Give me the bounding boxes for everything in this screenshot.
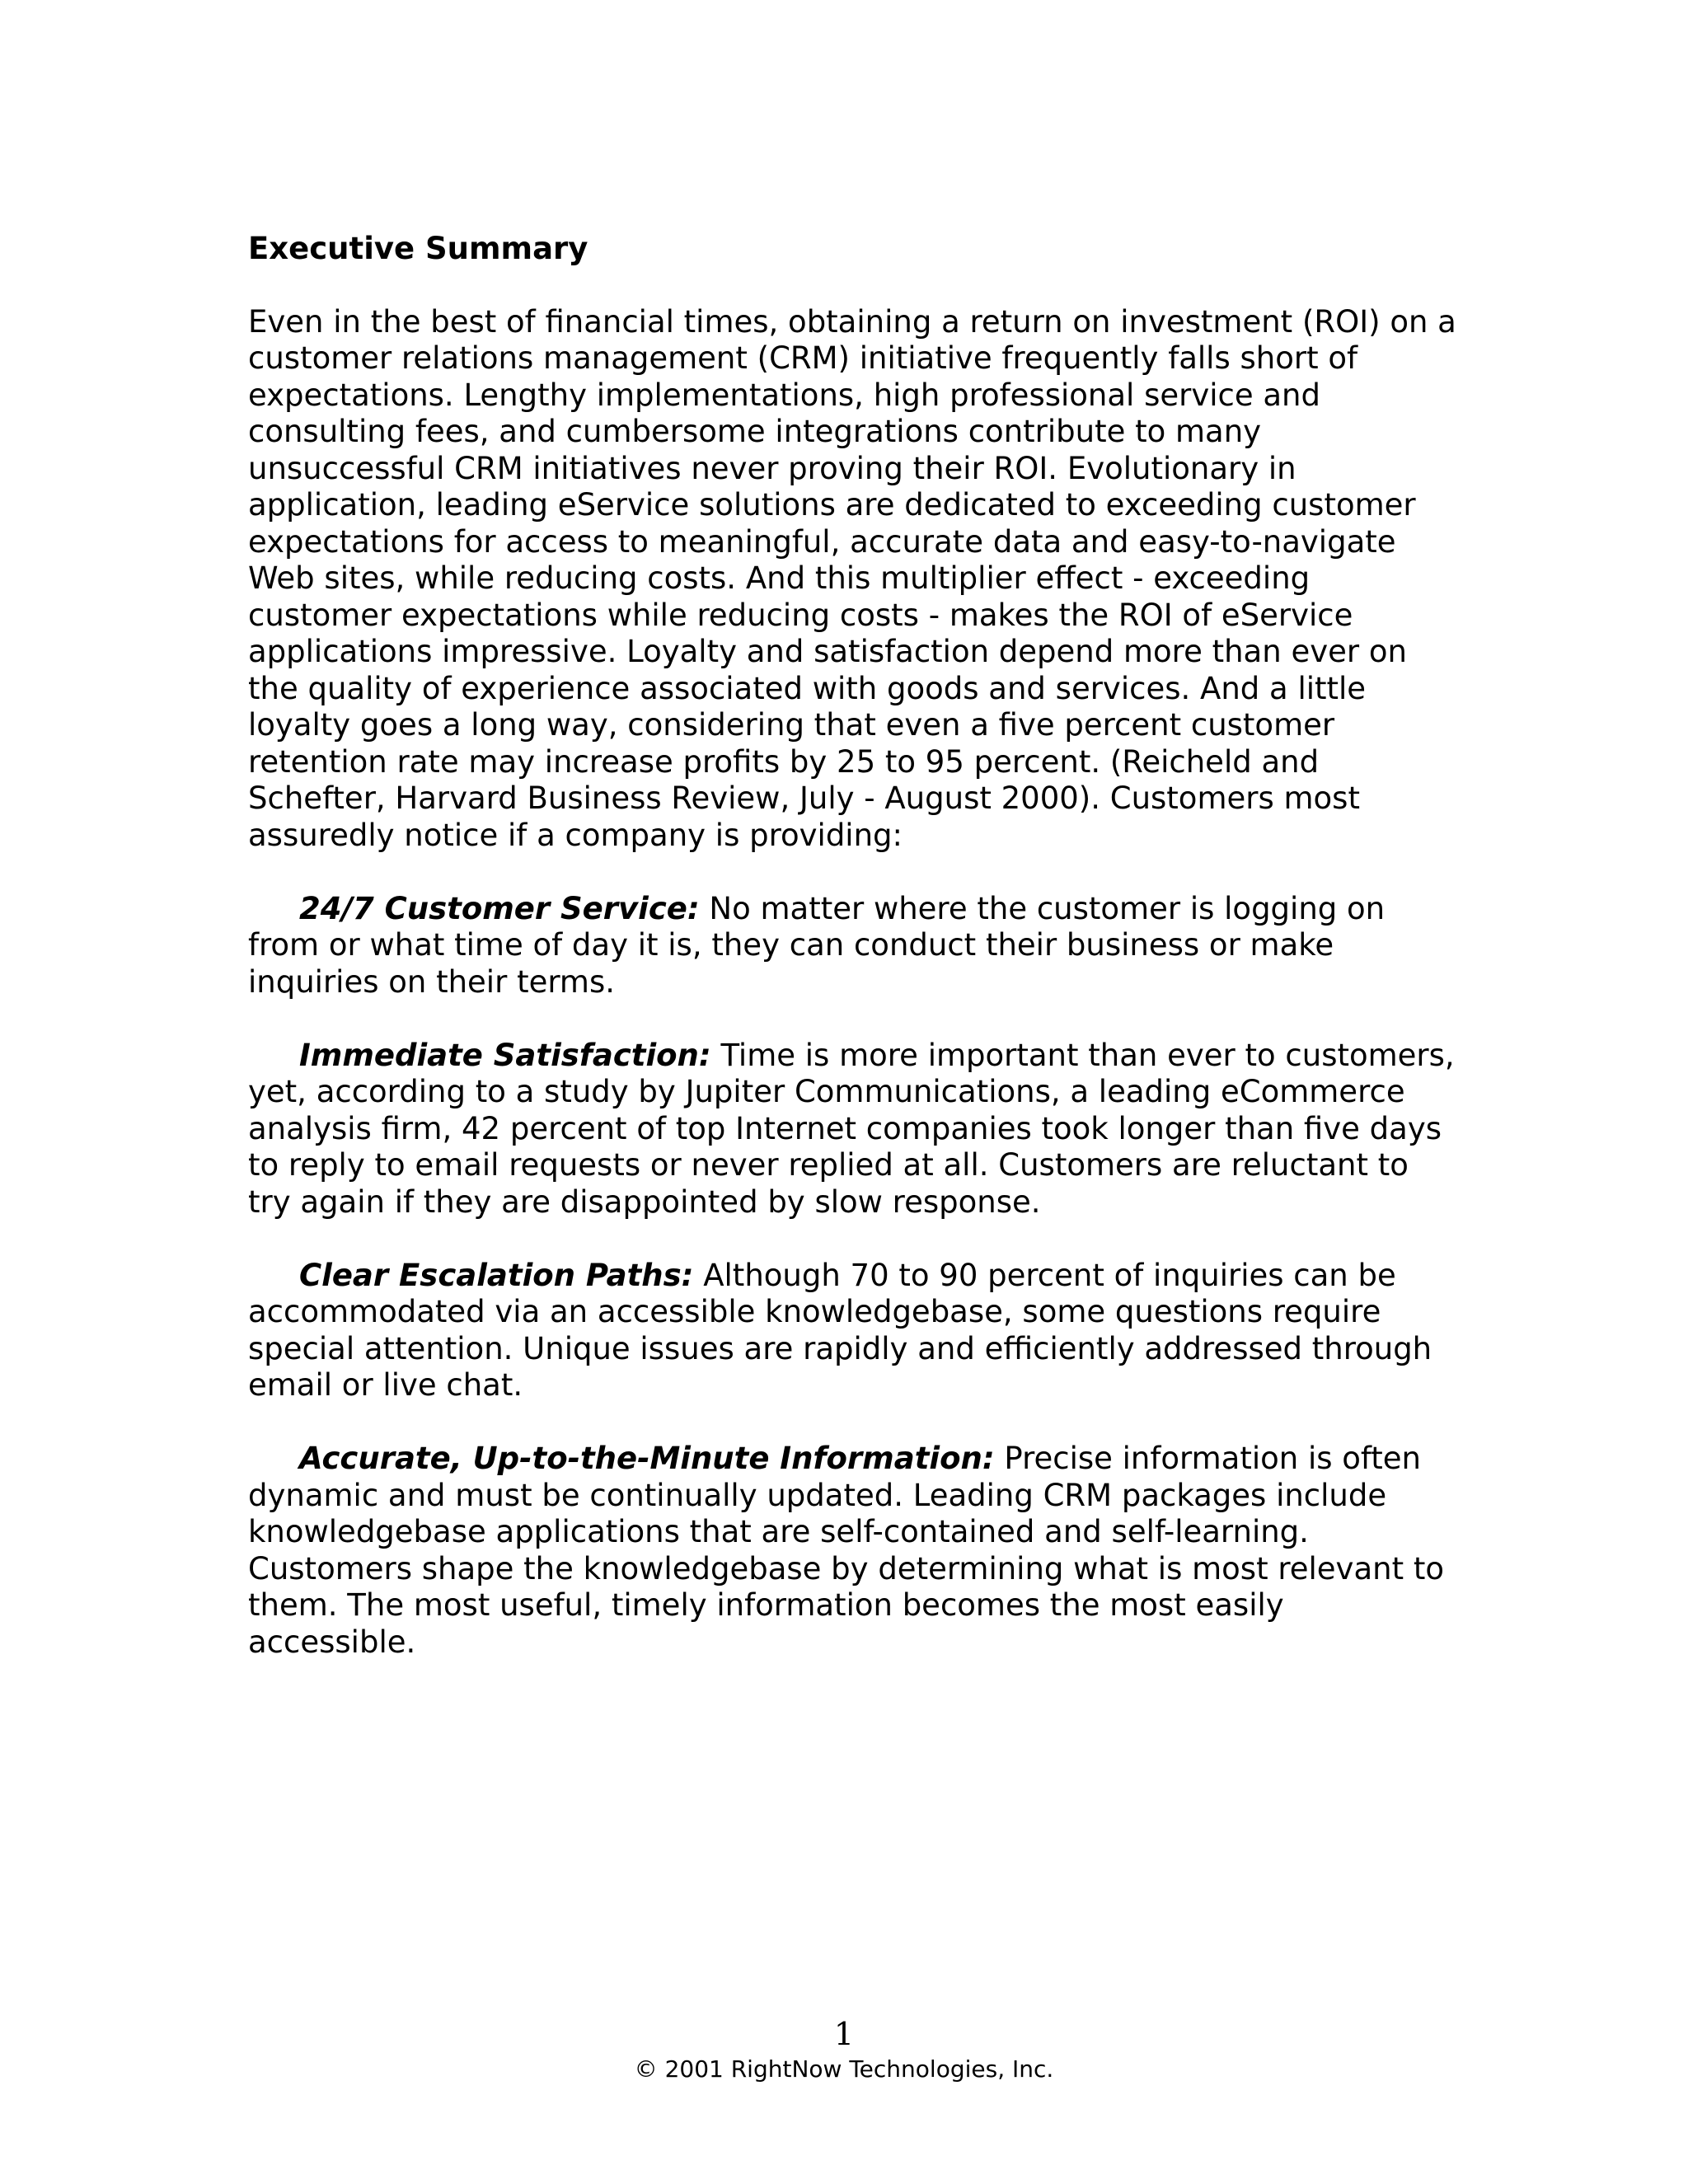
list-item [248, 1038, 1460, 1221]
item-text: Although 70 to 90 percent of inquiries can be accommodated via an accessible knowledgebase, some questions require special attention. Unique issues are rapidly and efficiently addressed through email or live chat. [248, 1257, 1432, 1403]
item-lead: 24/7 Customer Service: [299, 890, 700, 926]
item-lead: Clear Escalation Paths: [299, 1257, 694, 1293]
document-body [248, 231, 1460, 1698]
list-item [248, 1441, 1460, 1661]
list-item [248, 1258, 1460, 1404]
item-lead: Accurate, Up-to-the-Minute Information: [299, 1441, 995, 1476]
list-item [248, 891, 1460, 1001]
item-text: Precise information is often dynamic and must be continually updated. Leading CRM packages include knowledgebase applications that are self-contained and self-learning. Customers shape the knowledgebase by determining what is most relevant to them. The most useful, timely information becomes the most easily accessible. [248, 1441, 1444, 1660]
item-text: No matter where the customer is logging on from or what time of day it is, they can conduct their business or make inquiries on their terms. [248, 890, 1386, 1000]
intro-paragraph: Even in the best of financial times, obtaining a return on investment (ROI) on a customer relations management (CRM) initiative frequently falls short of expectations. Lengthy implementations, high professional service and consulting fees, and cumbersome integrations contribute to many unsuccessful CRM initiatives never proving their ROI. Evolutionary in application, leading eService solutions are dedicated to exceeding customer expectations for access to meaningful, accurate data and easy-to-navigate Web sites, while reducing costs. And this multiplier effect - exceeding customer expectations while reducing costs - makes the ROI of eService applications impressive. Loyalty and satisfaction depend more than ever on the quality of experience associated with goods and services. And a little loyalty goes a long way, considering that even a five percent customer retention rate may increase profits by 25 to 95 percent. (Reicheld and Schefter, Harvard Business Review, July - August 2000). Customers most assuredly notice if a company is providing: [248, 303, 1456, 853]
page-number: 1 [833, 2016, 855, 2052]
item-lead: Immediate Satisfaction: [299, 1037, 711, 1073]
section-heading: Executive Summary [248, 231, 588, 266]
item-text: Time is more important than ever to customers, yet, according to a study by Jupiter Communications, a leading eCommerce analysis firm, 42 percent of top Internet companies took longer than five days to reply to email requests or never replied at all. Customers are reluctant to try again if they are disappointed by slow response. [248, 1037, 1455, 1220]
copyright-footer: © 2001 RightNow Technologies, Inc. [634, 2055, 1054, 2083]
